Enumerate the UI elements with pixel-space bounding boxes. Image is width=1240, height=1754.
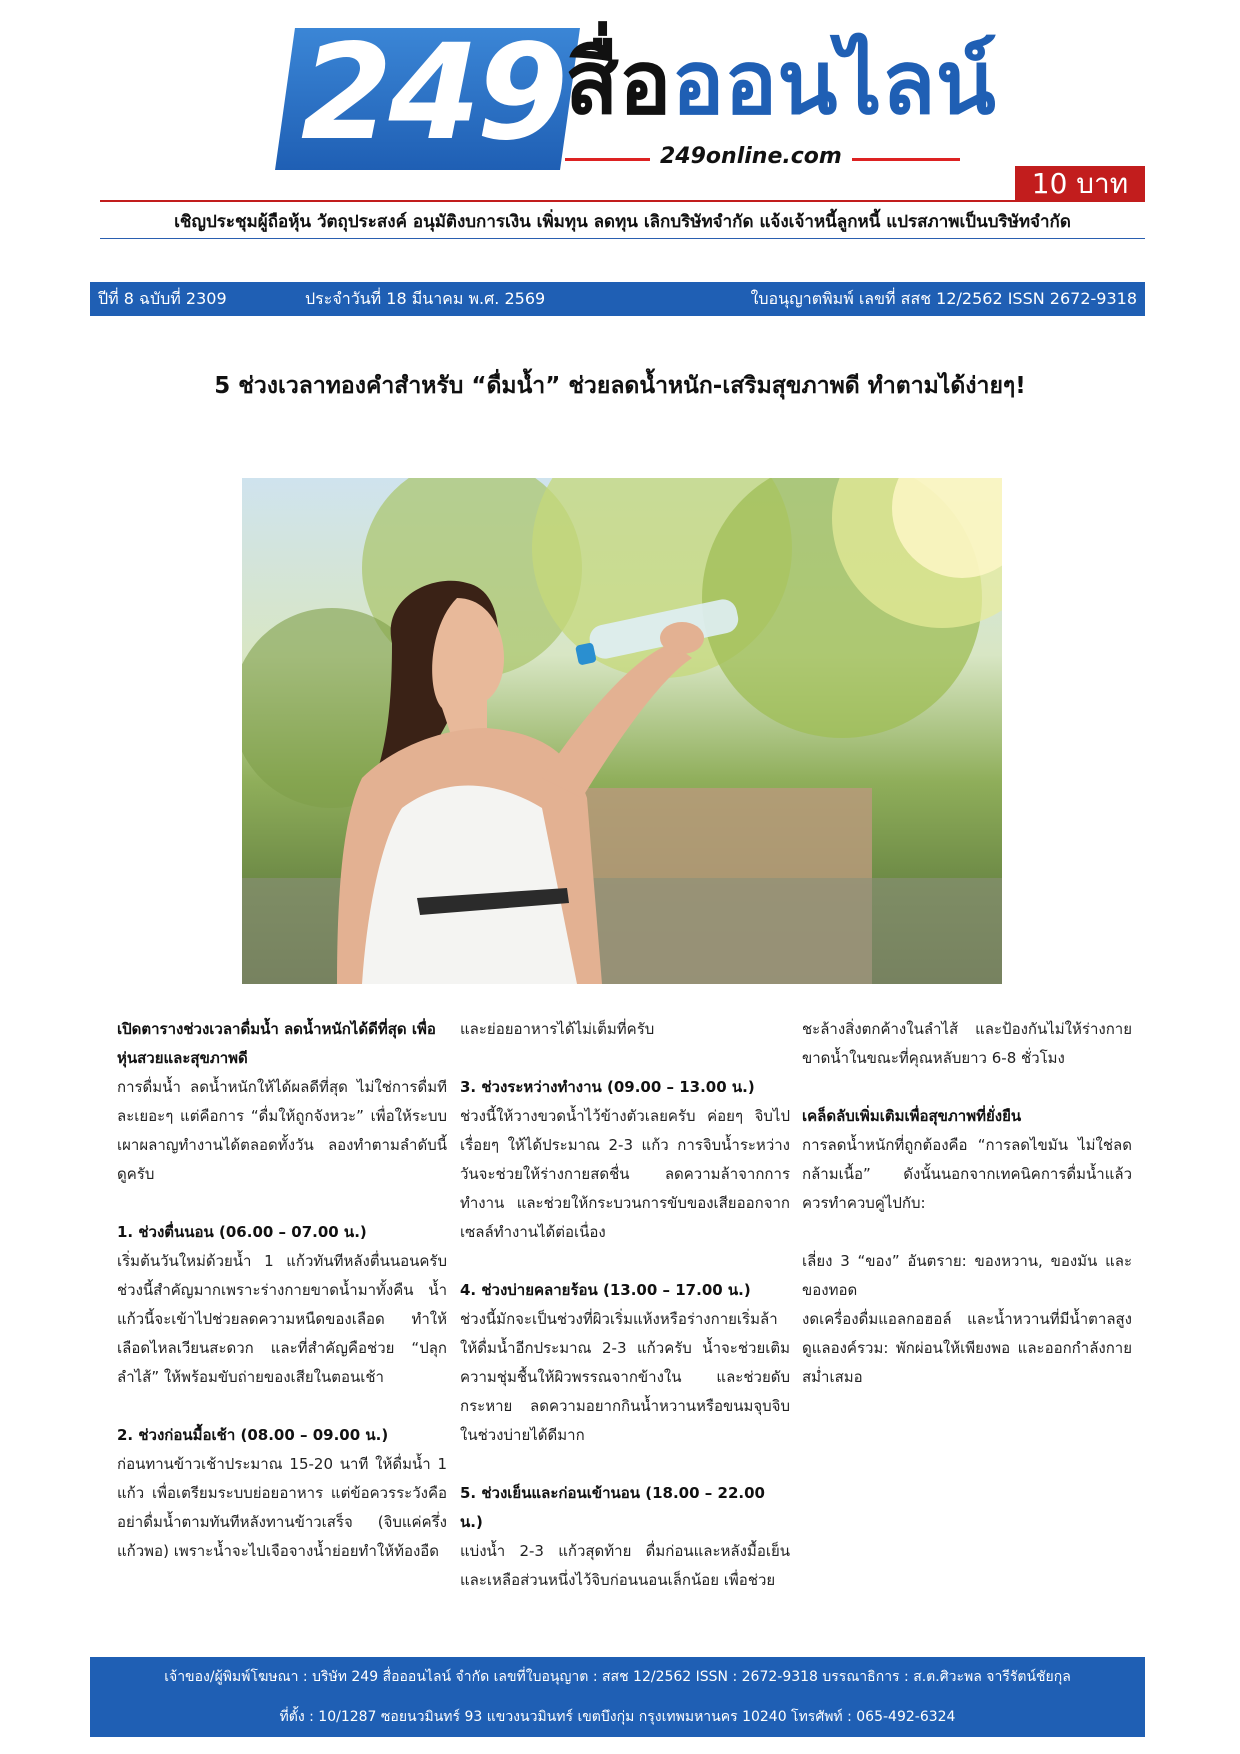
logo-thai-part1: สื่อ: [565, 31, 672, 134]
logo-url: 249online.com: [650, 140, 852, 174]
tip-2: งดเครื่องดื่มแอลกอฮอล์ และน้ำหวานที่มีน้ำตาลสูง ดูแลองค์รวม: พักผ่อนให้เพียงพอ และออกกำลังกายสม่ำเสมอ: [802, 1310, 1132, 1386]
section-4-heading: 4. ช่วงบ่ายคลายร้อน (13.00 – 17.00 น.): [460, 1281, 751, 1299]
woman-drinking-water-photo: [242, 478, 1002, 984]
issue-bar: [90, 282, 1145, 316]
price-tag: 10 บาท: [1015, 166, 1145, 202]
tagline: เชิญประชุมผู้ถือหุ้น วัตถุประสงค์ อนุมัติงบการเงิน เพิ่มทุน ลดทุน เลิกบริษัทจำกัด แจ้งเจ้าหนี้ลูกหนี้ แปรสภาพเป็นบริษัทจำกัด: [174, 212, 1071, 232]
section-1-text: เริ่มต้นวันใหม่ด้วยน้ำ 1 แก้วทันทีหลังตื่นนอนครับ ช่วงนี้สำคัญมากเพราะร่างกายขาดน้ำมาทั้งคืน น้ำแก้วนี้จะเข้าไปช่วยลดความหนืดของเลือด ทำให้เลือดไหลเวียนสะดวก และที่สำคัญคือช่วย “ปลุกลำไส้” ให้พร้อมขับถ่ายของเสียในตอนเช้า: [117, 1252, 447, 1386]
section-3-heading: 3. ช่วงระหว่างทำงาน (09.00 – 13.00 น.): [460, 1078, 755, 1096]
tagline-divider: [100, 238, 1145, 239]
article-column-3: [802, 1015, 1132, 1421]
article-column-2: [460, 1015, 790, 1624]
price-line: [100, 200, 1020, 202]
section-5-text: แบ่งน้ำ 2-3 แก้วสุดท้าย ดื่มก่อนและหลังมื้อเย็น และเหลือส่วนหนึ่งไว้จิบก่อนนอนเล็กน้อย เพื่อช่วย: [460, 1542, 790, 1589]
issue-number: ปีที่ 8 ฉบับที่ 2309: [98, 289, 227, 308]
logo-number: 249: [300, 16, 565, 170]
tips-heading: เคล็ดลับเพิ่มเติมเพื่อสุขภาพที่ยั่งยืน: [802, 1107, 1022, 1125]
photo-illustration: [242, 478, 1002, 984]
masthead: [0, 0, 1240, 232]
section-1-heading: 1. ช่วงตื่นนอน (06.00 – 07.00 น.): [117, 1223, 367, 1241]
issue-license: ใบอนุญาตพิมพ์ เลขที่ สสช 12/2562 ISSN 2672-9318: [750, 289, 1137, 308]
column-3-continued-text: ชะล้างสิ่งตกค้างในลำไส้ และป้องกันไม่ให้ร่างกายขาดน้ำในขณะที่คุณหลับยาว 6-8 ชั่วโมง: [802, 1020, 1132, 1067]
footer: [90, 1657, 1145, 1737]
logo-thai-part2: ออนไลน์: [671, 31, 996, 134]
tip-1: เลี่ยง 3 “ของ” อันตราย: ของหวาน, ของมัน และของทอด: [802, 1252, 1132, 1299]
intro-text: การดื่มน้ำ ลดน้ำหนักให้ได้ผลดีที่สุด ไม่ใช่การดื่มทีละเยอะๆ แต่คือการ “ดื่มให้ถูกจังหวะ” เพื่อให้ระบบเผาผลาญทำงานได้ตลอดทั้งวัน ลองทำตามลำดับนี้ดูครับ: [117, 1078, 447, 1183]
intro-heading: เปิดตารางช่วงเวลาดื่มน้ำ ลดน้ำหนักได้ดีที่สุด เพื่อหุ่นสวยและสุขภาพดี: [117, 1020, 436, 1067]
section-4-text: ช่วงนี้มักจะเป็นช่วงที่ผิวเริ่มแห้งหรือร่างกายเริ่มล้า ให้ดื่มน้ำอีกประมาณ 2-3 แก้วครับ น้ำจะช่วยเติมความชุ่มชื้นให้ผิวพรรณจากข้างใน และช่วยดับกระหาย ลดความอยากกินน้ำหวานหรือขนมจุบจิบในช่วงบ่ายได้ดีมาก: [460, 1310, 790, 1444]
tips-text: การลดน้ำหนักที่ถูกต้องคือ “การลดไขมัน ไม่ใช่ลดกล้ามเนื้อ” ดังนั้นนอกจากเทคนิคการดื่มน้ำแล้ว ควรทำควบคู่ไปกับ:: [802, 1136, 1132, 1212]
section-2-heading: 2. ช่วงก่อนมื้อเช้า (08.00 – 09.00 น.): [117, 1426, 389, 1444]
footer-publisher: เจ้าของ/ผู้พิมพ์โฆษณา : บริษัท 249 สื่อออนไลน์ จำกัด เลขที่ใบอนุญาต : สสช 12/2562 ISSN : 2672-9318 บรรณาธิการ : ส.ต.ศิวะพล จารีรัตน์ชัยกุล: [164, 1669, 1071, 1685]
section-5-heading: 5. ช่วงเย็นและก่อนเข้านอน (18.00 – 22.00 น.): [460, 1484, 765, 1531]
headline: 5 ช่วงเวลาทองคำสำหรับ “ดื่มน้ำ” ช่วยลดน้ำหนัก-เสริมสุขภาพดี ทำตามได้ง่ายๆ!: [214, 373, 1026, 399]
column-2-continued-text: และย่อยอาหารได้ไม่เต็มที่ครับ: [460, 1020, 655, 1038]
issue-date: ประจำวันที่ 18 มีนาคม พ.ศ. 2569: [305, 289, 546, 308]
logo-thai: [565, 28, 996, 138]
section-2-text: ก่อนทานข้าวเช้าประมาณ 15-20 นาที ให้ดื่มน้ำ 1 แก้ว เพื่อเตรียมระบบย่อยอาหาร แต่ข้อควรระวังคืออย่าดื่มน้ำตามทันทีหลังทานข้าวเสร็จ (จิบแค่ครึ่งแก้วพอ) เพราะน้ำจะไปเจือจางน้ำย่อยทำให้ท้องอืด: [117, 1455, 447, 1560]
section-3-text: ช่วงนี้ให้วางขวดน้ำไว้ข้างตัวเลยครับ ค่อยๆ จิบไปเรื่อยๆ ให้ได้ประมาณ 2-3 แก้ว การจิบน้ำระหว่างวันจะช่วยให้ร่างกายสดชื่น ลดความล้าจากการทำงาน และช่วยให้กระบวนการขับของเสียออกจากเซลล์ทำงานได้ต่อเนื่อง: [460, 1107, 790, 1241]
footer-address: ที่ตั้ง : 10/1287 ซอยนวมินทร์ 93 แขวงนวมินทร์ เขตบึงกุ่ม กรุงเทพมหานคร 10240 โทรศัพท์ : 065-492-6324: [279, 1709, 956, 1725]
article-column-1: [117, 1015, 447, 1595]
